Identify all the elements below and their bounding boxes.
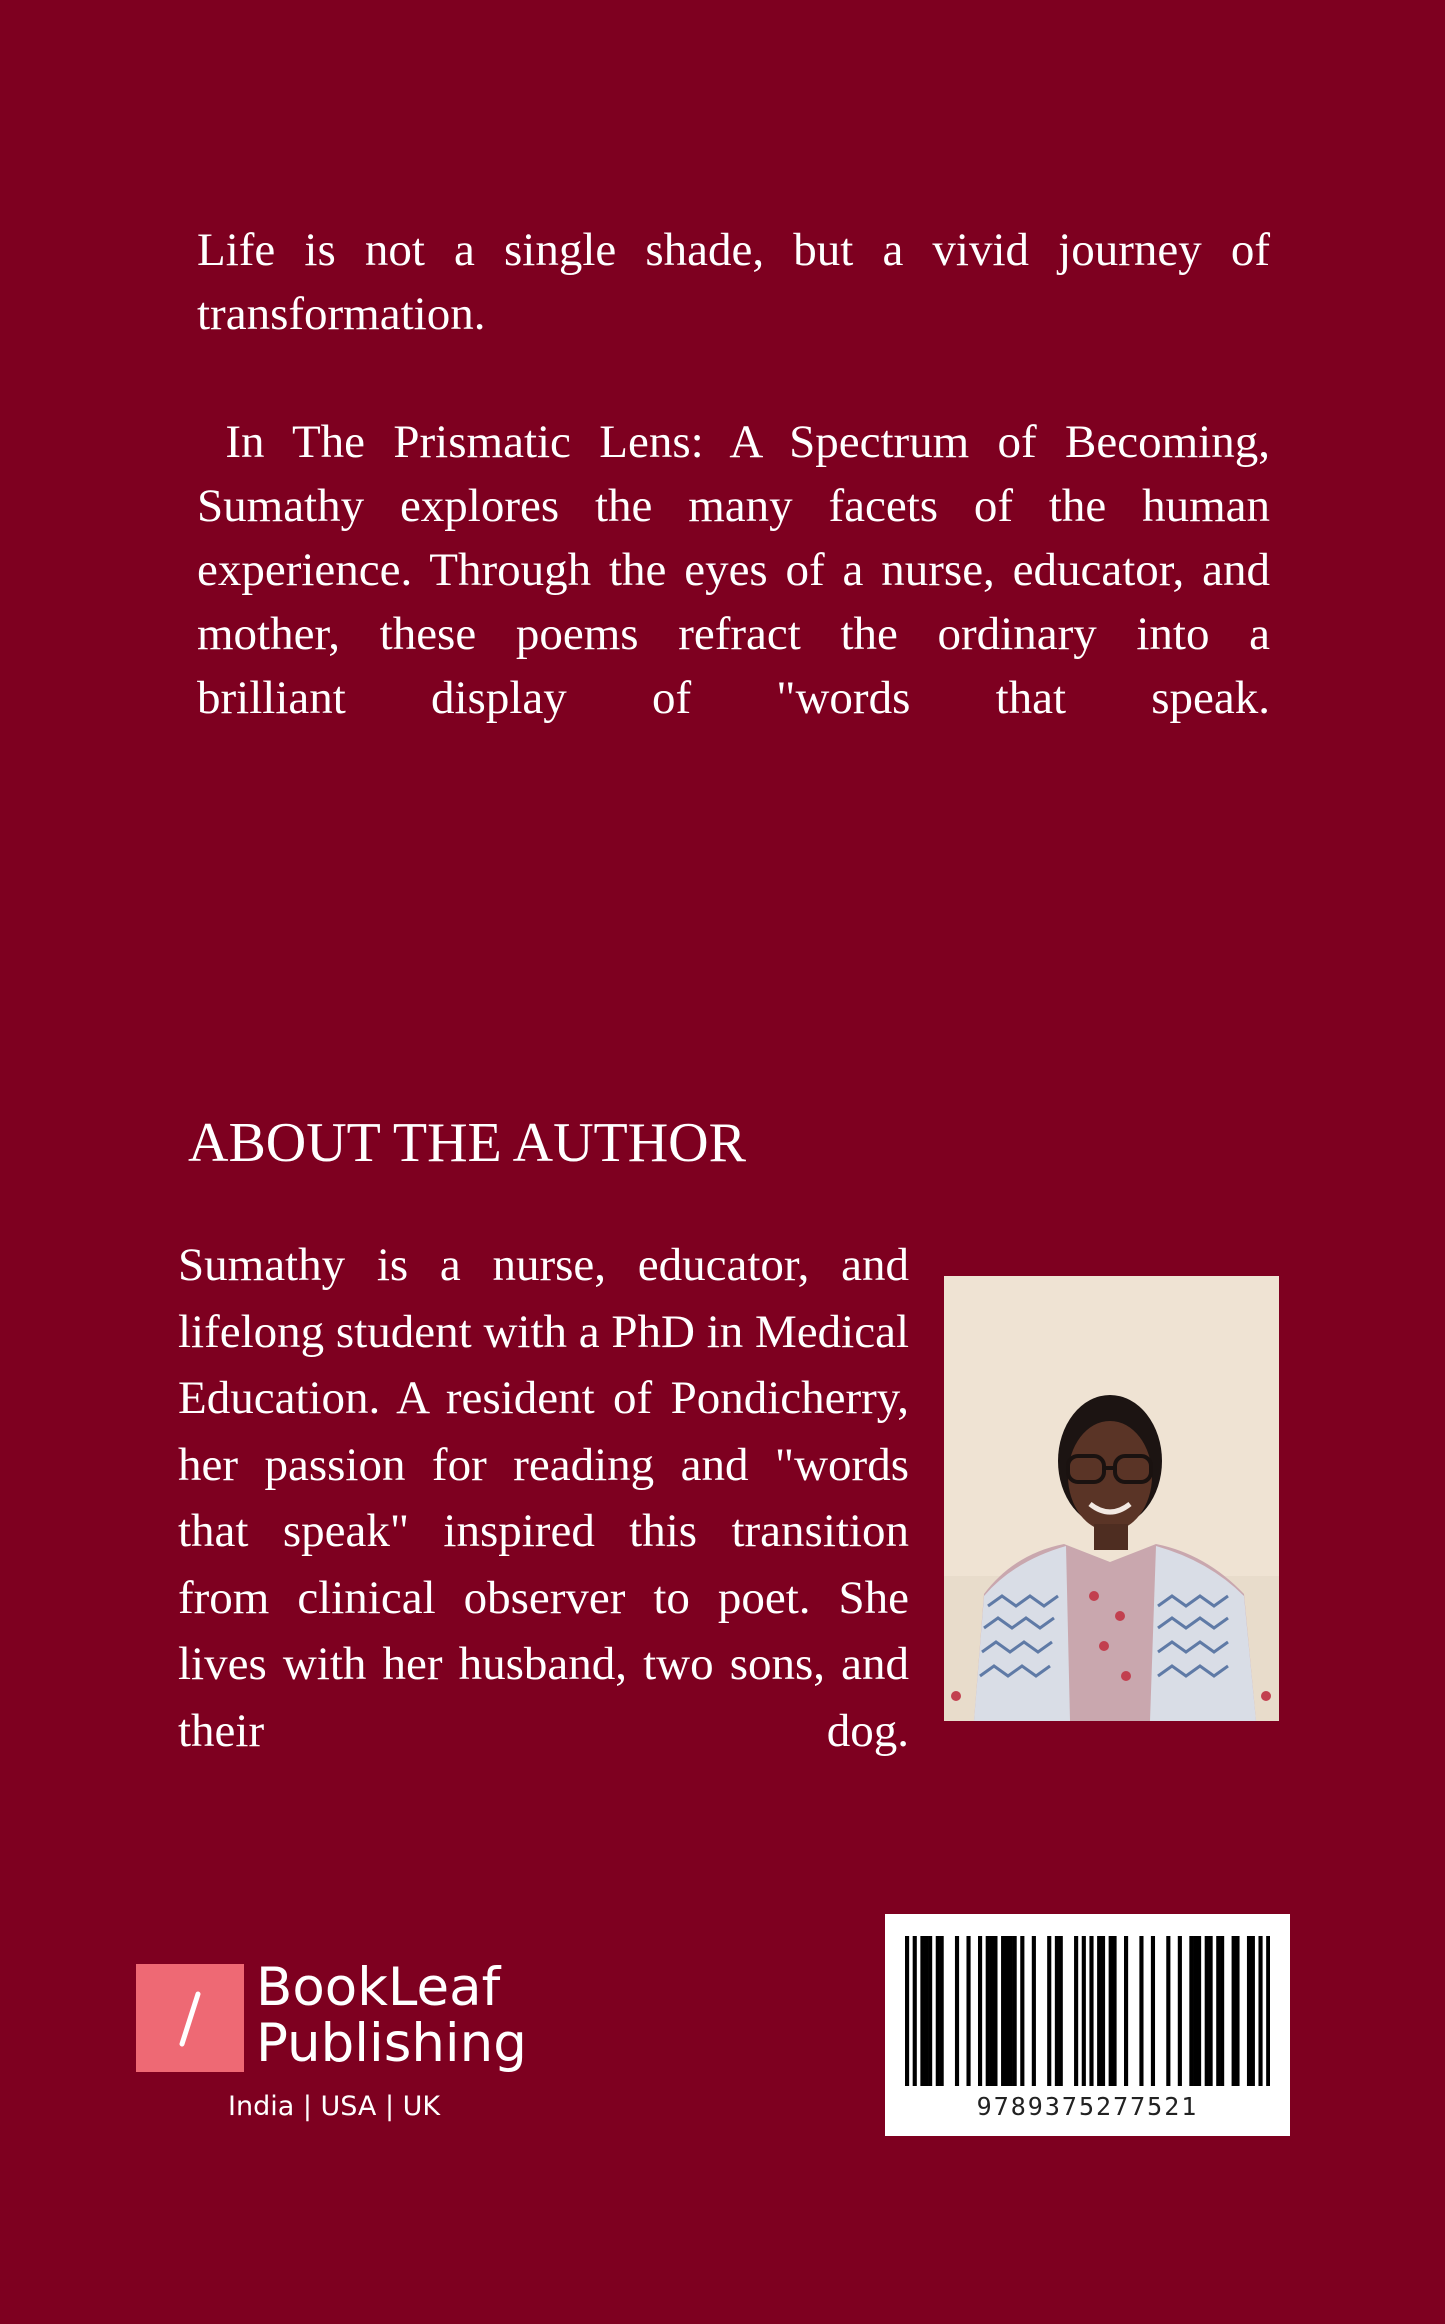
- barcode-bar: [990, 1936, 994, 2086]
- barcode-bar: [924, 1936, 928, 2086]
- barcode-bar: [1247, 1936, 1251, 2086]
- barcode-bar: [1089, 1936, 1093, 2086]
- barcode-bar: [1124, 1936, 1128, 2086]
- barcode-bar: [1166, 1936, 1170, 2086]
- back-cover-blurb: [197, 218, 1270, 730]
- barcode-bar: [940, 1936, 944, 2086]
- barcode-bar: [993, 1936, 997, 2086]
- isbn-number: 9789375277521: [976, 2092, 1199, 2121]
- publisher-name-line1: BookLeaf: [256, 1957, 501, 2018]
- barcode-bar: [1055, 1936, 1059, 2086]
- barcode-bars: [905, 1936, 1270, 2086]
- barcode-bar: [936, 1936, 940, 2086]
- blurb-line: In The Prismatic Lens: A Spectrum of Becoming,: [197, 416, 1270, 468]
- publisher-logo: [136, 1957, 556, 2124]
- barcode-bar: [1059, 1936, 1063, 2086]
- barcode-bar: [1266, 1936, 1270, 2086]
- barcode-bar: [1020, 1936, 1024, 2086]
- barcode-bar: [986, 1936, 990, 2086]
- barcode-bar: [1074, 1936, 1078, 2086]
- barcode-bar: [966, 1936, 970, 2086]
- barcode-bar: [978, 1936, 982, 2086]
- blurb-line: Sumathy explores the many facets of the human: [197, 480, 1270, 532]
- publisher-regions: India | USA | UK: [228, 2091, 441, 2122]
- barcode-bar: [1047, 1936, 1051, 2086]
- barcode-bar: [1112, 1936, 1116, 2086]
- barcode-bar: [905, 1936, 909, 2086]
- isbn-barcode: [885, 1914, 1290, 2136]
- about-author-heading: ABOUT THE AUTHOR: [188, 1112, 746, 1174]
- barcode-bar: [1082, 1936, 1086, 2086]
- barcode-bar: [1001, 1936, 1005, 2086]
- publisher-name: [256, 1957, 527, 2074]
- barcode-bar: [1009, 1936, 1013, 2086]
- publisher-name-line2: Publishing: [256, 2013, 527, 2074]
- barcode-bar: [1209, 1936, 1213, 2086]
- barcode-bar: [1032, 1936, 1036, 2086]
- paragraph-gap: [197, 346, 1270, 410]
- barcode-bar: [1139, 1936, 1143, 2086]
- barcode-bar: [1151, 1936, 1155, 2086]
- blurb-line: mother, these poems refract the ordinary into a: [197, 608, 1270, 660]
- author-bio: Sumathy is a nurse, educator, and lifelong student with a PhD in Medical Education. A resident of Pondicherry, her passion for reading and "words that speak" inspired this transition from clinical observer to poet. She lives with her husband, two sons, and their dog.: [178, 1239, 910, 1757]
- barcode-bar: [955, 1936, 959, 2086]
- barcode-bar: [1205, 1936, 1209, 2086]
- barcode-bar: [1220, 1936, 1224, 2086]
- barcode-bar: [1109, 1936, 1113, 2086]
- author-photo: [944, 1276, 1279, 1721]
- barcode-bar: [1251, 1936, 1255, 2086]
- barcode-bar: [1097, 1936, 1101, 2086]
- barcode-bar: [1232, 1936, 1236, 2086]
- barcode-bar: [1178, 1936, 1182, 2086]
- barcode-bar: [920, 1936, 924, 2086]
- blurb-line: brilliant display of "words that speak.: [197, 672, 1270, 724]
- slash-logo-icon: [136, 1964, 244, 2072]
- barcode-bar: [913, 1936, 917, 2086]
- blurb-line: experience. Through the eyes of a nurse, educator, and: [197, 544, 1270, 596]
- barcode-bar: [1013, 1936, 1017, 2086]
- barcode-bar: [1193, 1936, 1197, 2086]
- barcode-bar: [1235, 1936, 1239, 2086]
- barcode-bar: [1189, 1936, 1193, 2086]
- barcode-bar: [1216, 1936, 1220, 2086]
- barcode-bar: [1101, 1936, 1105, 2086]
- barcode-bar: [1258, 1936, 1262, 2086]
- blurb-line: Life is not a single shade, but a vivid journey of: [197, 224, 1270, 276]
- barcode-bar: [1197, 1936, 1201, 2086]
- blurb-line: transformation.: [197, 288, 486, 340]
- barcode-bar: [928, 1936, 932, 2086]
- barcode-bar: [1005, 1936, 1009, 2086]
